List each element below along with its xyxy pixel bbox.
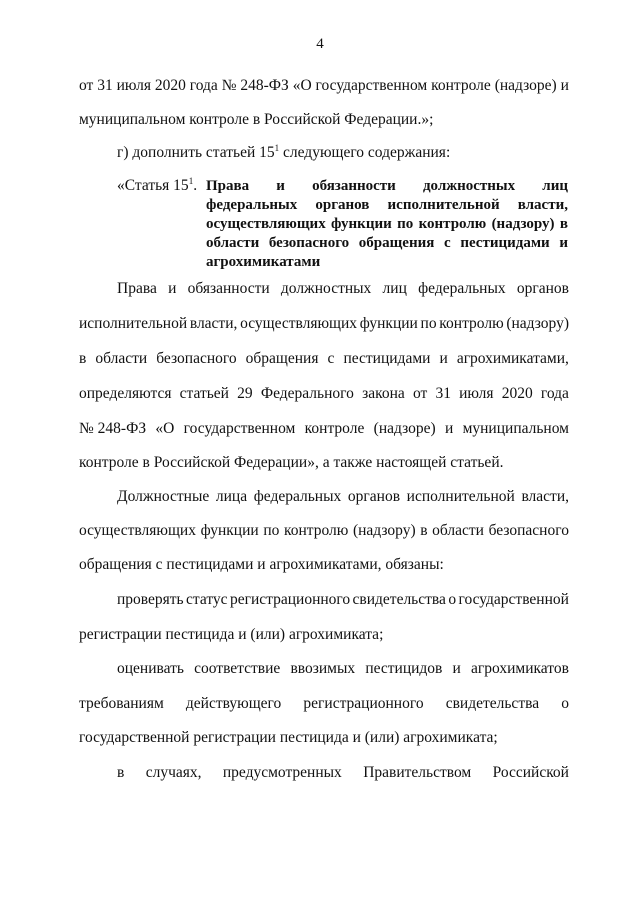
word: оценивать: [117, 660, 184, 677]
word: «О: [292, 77, 312, 94]
word: по: [263, 522, 280, 539]
word: статус: [186, 591, 228, 608]
word: (надзоре): [494, 77, 557, 94]
text-line: [117, 659, 569, 679]
word: пестицидами: [460, 235, 550, 251]
word: в: [117, 764, 125, 781]
word: агрохимикатами,: [456, 350, 569, 367]
word: 2020: [154, 77, 186, 94]
text-line: государственной регистрации пестицида и (или) агрохимиката;: [79, 729, 498, 746]
word: свидетельства: [445, 695, 540, 712]
word: осуществляющих: [206, 216, 326, 232]
word: и: [276, 178, 285, 194]
word: безопасного: [268, 235, 350, 251]
superscript: 1: [188, 176, 194, 186]
word: органов: [347, 488, 401, 505]
word: июля: [459, 385, 494, 402]
text-fragment: г) дополнить статьей 15: [117, 144, 275, 161]
word: власти,: [189, 315, 238, 332]
word: закона: [362, 385, 405, 402]
word: лиц: [542, 178, 568, 194]
word: органов: [315, 197, 370, 213]
word: функции: [200, 522, 259, 539]
word: безопасного: [488, 522, 569, 539]
word: контроле: [431, 77, 491, 94]
page-number: 4: [316, 36, 324, 52]
word: Российской: [492, 764, 569, 781]
word: по: [397, 216, 414, 232]
text-line: регистрации пестицида и (или) агрохимиката;: [79, 626, 384, 643]
word: Права: [206, 178, 250, 194]
word: (надзору): [491, 216, 555, 232]
word: и: [559, 235, 568, 251]
word: осуществляющих: [79, 522, 196, 539]
word: определяются: [79, 385, 172, 402]
word: Права: [117, 280, 157, 297]
text-line: [117, 143, 450, 163]
word: контроле: [304, 420, 365, 437]
word: требованиям: [79, 695, 164, 712]
superscript: 1: [274, 143, 280, 153]
word: регистрационного: [229, 591, 351, 608]
word: ввозимых: [290, 660, 356, 677]
word: в: [420, 522, 428, 539]
word: свидетельства: [352, 591, 446, 608]
title-line: [206, 215, 568, 234]
article-label: [117, 176, 197, 196]
text-line: контроле в Российской Федерации», а также настоящей статьей.: [79, 454, 504, 471]
word: федеральных: [418, 280, 506, 297]
word: 31: [435, 385, 451, 402]
word: обращения: [245, 350, 319, 367]
word: Правительством: [363, 764, 472, 781]
word: года: [540, 385, 569, 402]
word: агрохимикатов: [471, 660, 569, 677]
word: области: [432, 522, 484, 539]
word: 2020: [501, 385, 533, 402]
word: государственном: [315, 77, 428, 94]
word: функции: [331, 216, 392, 232]
word: действующего: [185, 695, 282, 712]
word: в: [79, 350, 87, 367]
word: пестицидами: [343, 350, 431, 367]
word: органов: [516, 280, 569, 297]
word: № 248-ФЗ: [79, 420, 147, 437]
word: должностных: [422, 178, 516, 194]
word: о: [448, 591, 457, 608]
word: (надзоре): [373, 420, 436, 437]
text-fragment: .: [193, 177, 198, 194]
text-line: [79, 384, 569, 404]
word: федеральных: [206, 197, 298, 213]
word: обращения: [358, 235, 435, 251]
text-line: [117, 487, 569, 507]
word: и: [168, 280, 177, 297]
word: лиц: [382, 280, 407, 297]
text-line: [79, 419, 569, 439]
text-line: муниципальном контроле в Российской Федерации.»;: [79, 111, 434, 128]
word: случаях,: [145, 764, 202, 781]
word: №: [221, 77, 237, 94]
word: по: [420, 315, 437, 332]
word: Федерального: [260, 385, 354, 402]
word: и: [560, 77, 569, 94]
text-line: [79, 76, 569, 96]
word: проверять: [117, 591, 184, 608]
text-line: [117, 279, 569, 299]
word: и: [444, 420, 454, 437]
word: (надзору): [506, 315, 569, 332]
word: и: [452, 660, 461, 677]
text-line: [117, 763, 569, 783]
word: государственной: [458, 591, 569, 608]
title-line: [206, 177, 568, 196]
word: контролю: [439, 315, 504, 332]
text-fragment: «Статья 15: [117, 177, 189, 194]
word: с: [444, 235, 451, 251]
word: июля: [116, 77, 151, 94]
text-line: [79, 694, 569, 714]
word: года: [189, 77, 218, 94]
word: государственном: [183, 420, 296, 437]
word: лица: [215, 488, 248, 505]
word: осуществляющих: [240, 315, 358, 332]
text-line: [79, 314, 569, 334]
title-line: [206, 234, 568, 253]
word: обязанности: [312, 178, 396, 194]
word: контролю: [418, 216, 487, 232]
text-fragment: следующего содержания:: [279, 144, 451, 161]
word: (надзору): [352, 522, 416, 539]
word: статьей: [179, 385, 229, 402]
word: функции: [359, 315, 418, 332]
word: исполнительной: [387, 197, 500, 213]
word: 248-ФЗ: [240, 77, 289, 94]
word: с: [327, 350, 335, 367]
text-line: [117, 590, 569, 610]
word: безопасного: [156, 350, 237, 367]
word: области: [206, 235, 260, 251]
text-line: [79, 349, 569, 369]
title-line: агрохимикатами: [206, 254, 321, 270]
word: 29: [237, 385, 253, 402]
word: исполнительной: [406, 488, 515, 505]
word: Должностные: [117, 488, 210, 505]
word: предусмотренных: [222, 764, 342, 781]
word: контролю: [283, 522, 349, 539]
word: и: [439, 350, 448, 367]
word: соответствие: [194, 660, 281, 677]
word: «О: [155, 420, 175, 437]
word: власти,: [521, 488, 569, 505]
word: муниципальном: [462, 420, 569, 437]
word: от: [79, 77, 94, 94]
word: обязанности: [187, 280, 270, 297]
word: федеральных: [253, 488, 342, 505]
word: власти,: [517, 197, 568, 213]
word: области: [95, 350, 148, 367]
word: в: [559, 216, 568, 232]
text-line: обращения с пестицидами и агрохимикатами, обязаны:: [79, 556, 444, 573]
word: о: [561, 695, 569, 712]
title-line: [206, 196, 568, 215]
word: пестицидов: [365, 660, 443, 677]
text-line: [79, 521, 569, 541]
word: 31: [97, 77, 113, 94]
word: исполнительной: [79, 315, 188, 332]
word: от: [412, 385, 428, 402]
word: должностных: [280, 280, 372, 297]
word: регистрационного: [303, 695, 424, 712]
